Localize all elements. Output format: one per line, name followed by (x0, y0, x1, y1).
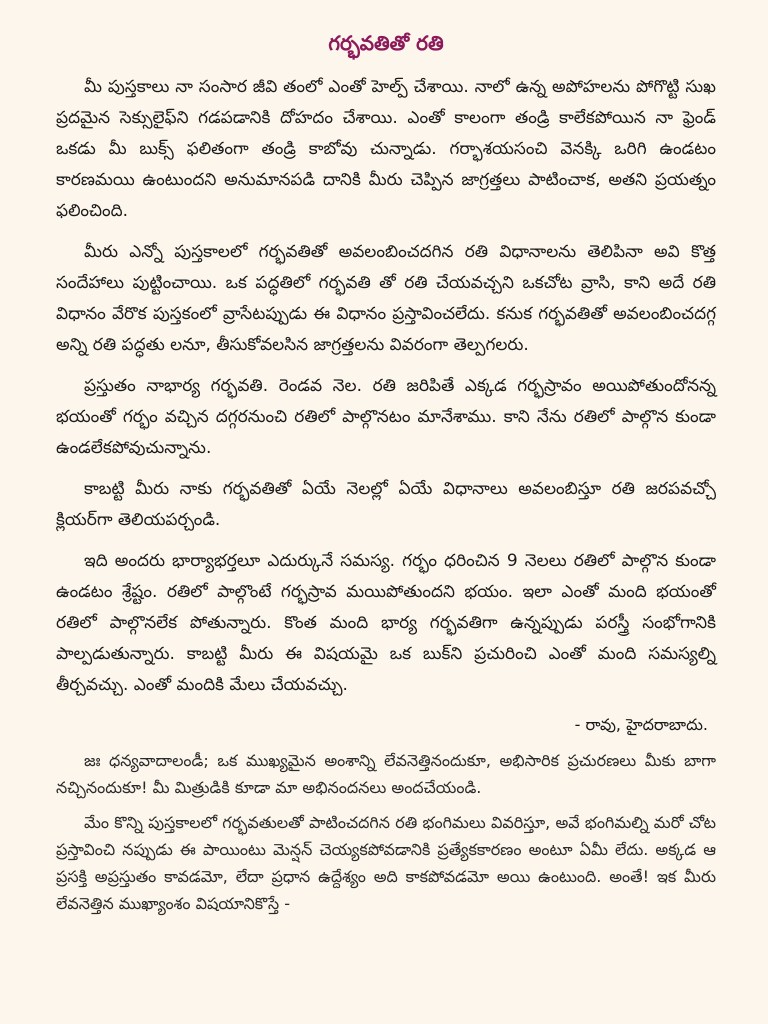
letter-paragraph-5: ఇది అందరు భార్యాభర్తలూ ఎదుర్కునే సమస్య. గర్భం ధరించిన 9 నెలలు రతిలో పాల్గొన కుండా ఉండటం శ్రేష్టం. రతిలో పాల్గొంటే గర్భస్రావ మయిపోతుందని భయం. ఇలా ఎంతో మంది భయంతో రతిలో పాల్గొనలేక పోతున్నారు. కొంత మంది భార్య గర్భవతిగా ఉన్నప్పుడు పరస్త్రీ సంభోగానికి పాల్పడుతున్నారు. కాబట్టి మీరు ఈ విషయమై ఒక బుక్‌ని ప్రచురించి ఎంతో మంది సమస్యల్ని తీర్చవచ్చు. ఎంతో మందికి మేలు చేయవచ్చు. (56, 551, 716, 695)
letter-paragraph-3: ప్రస్తుతం నాభార్య గర్భవతి. రెండవ నెల. రతి జరిపితే ఎక్కడ గర్భస్రావం అయిపోతుందోనన్న భయంతో గర్భం వచ్చిన దగ్గరనుంచి రతిలో పాల్గొనటం మానేశాము. కాని నేను రతిలో పాల్గొన కుండా ఉండలేకపోవుచున్నాను. (56, 376, 716, 458)
reply-paragraph-1: జః ధన్యవాదాలండీ; ఒక ముఖ్యమైన అంశాన్ని లేవనెత్తినందుకూ, అభిసారిక ప్రచురణలు మీకు బాగా నచ్చినందుకూ! మీ మిత్రుడికి కూడా మా అభినందనలు అందచేయండి. (56, 751, 716, 797)
letter-signature: - రావు, హైదరాబాదు. (574, 715, 708, 734)
article-title: గర్భవతితో రతి (328, 31, 444, 55)
letter-paragraph-2: మీరు ఎన్నో పుస్తకాలలో గర్భవతితో అవలంబించదగిన రతి విధానాలను తెలిపినా అవి కొత్త సందేహాలు పుట్టించాయి. ఒక పద్ధతిలో గర్భవతి తో రతి చేయవచ్చని ఒకచోట వ్రాసి, కాని అదే రతి విధానం వేరొక పుస్తకంలో వ్రాసేటప్పుడు ఈ విధానం ప్రస్తావించలేదు. కనుక గర్భవతితో అవలంబించదగ్గ అన్ని రతి పద్ధతు లనూ, తీసుకోవలసిన జాగ్రత్తలను వివరంగా తెల్పగలరు. (56, 242, 716, 355)
reply-paragraph-2: మేం కొన్ని పుస్తకాలలో గర్భవతులతో పాటించదగిన రతి భంగిమలు వివరిస్తూ, అవే భంగిమల్ని మరో చోట ప్రస్తావించి నప్పుడు ఈ పాయింటు మెన్షన్ చెయ్యకపోవడానికి ప్రత్యేకకారణం అంటూ ఏమీ లేదు. అక్కడ ఆ ప్రసక్తి అప్రస్తుతం కావడమో, లేదా ప్రధాన ఉద్దేశ్యం అది కాకపోవడమో అయి ఉంటుంది. అంతే! ఇక మీరు లేవనెత్తిన ముఖ్యాంశం విషయానికొస్తే - (56, 813, 716, 913)
letter-paragraph-1: మీ పుస్తకాలు నా సంసార జీవి తంలో ఎంతో హెల్ప్ చేశాయి. నాలో ఉన్న అపోహలను పోగొట్టి సుఖ ప్రదమైన సెక్సులైఫ్‌ని గడపడానికి దోహదం చేశాయి. ఎంతో కాలంగా తండ్రి కాలేకపోయిన నా ఫ్రెండ్ ఒకడు మీ బుక్స్ ఫలితంగా తండ్రి కాబోవు చున్నాడు. గర్భాశయసంచి వెనక్కి ఒరిగి ఉండటం కారణమయి ఉంటుందని అనుమానపడి దానికి మీరు చెప్పిన జాగ్రత్తలు పాటించాక, అతని ప్రయత్నం ఫలించింది. (56, 77, 716, 221)
letter-paragraph-4: కాబట్టి మీరు నాకు గర్భవతితో ఏయే నెలల్లో ఏయే విధానాలు అవలంబిస్తూ రతి జరపవచ్చో క్లియర్‌గా తెలియపర్చండి. (56, 479, 716, 530)
